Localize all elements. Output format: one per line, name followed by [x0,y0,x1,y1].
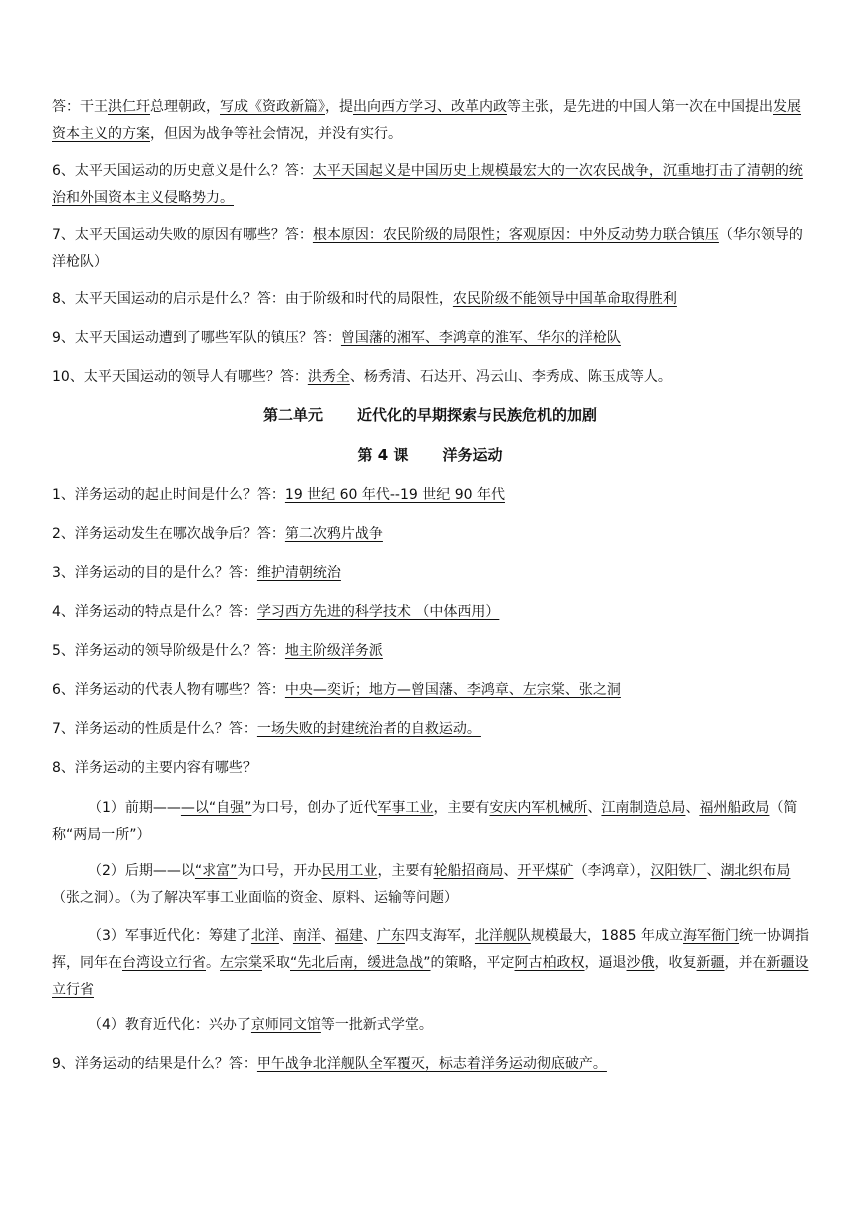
lesson-question-2: 2、洋务运动发生在哪次战争后？答：第二次鸦片战争 [52,526,383,542]
lesson-question-5: 5、洋务运动的领导阶级是什么？答：地主阶级洋务派 [52,643,383,659]
content-item-early-period: （1）前期———以“自强”为口号，创办了近代军事工业，主要有安庆内军机械所、江南制造总局、福州船政局（简称“两局一所”） [52,800,798,843]
question-10-leaders: 10、太平天国运动的领导人有哪些？答：洪秀全、杨秀清、石达开、冯云山、李秀成、陈玉成等人。 [52,369,672,385]
lesson-title: 第 4 课 洋务运动 [357,446,503,464]
content-item-military-modernization: （3）军事近代化：筹建了北洋、南洋、福建、广东四支海军，北洋舰队规模最大，1885 年成立海军衙门统一协调指挥，同年在台湾设立行省。左宗棠采取“先北后南，缓进急战”的策略，平定阿古柏政权，逼退沙俄，收复新疆，并在新疆设立行省 [52,928,810,998]
question-9-suppressing-armies: 9、太平天国运动遭到了哪些军队的镇压？答：曾国藩的湘军、李鸿章的淮军、华尔的洋枪队 [52,330,621,346]
lesson-question-1: 1、洋务运动的起止时间是什么？答：19 世纪 60 年代--19 世纪 90 年代 [52,487,505,503]
lesson-question-9: 9、洋务运动的结果是什么？答：甲午战争北洋舰队全军覆灭，标志着洋务运动彻底破产。 [52,1056,607,1072]
lesson-question-3: 3、洋务运动的目的是什么？答：维护清朝统治 [52,565,341,581]
content-item-late-period: （2）后期——以“求富”为口号，开办民用工业，主要有轮船招商局、开平煤矿（李鸿章），汉阳铁厂、湖北织布局（张之洞）。（为了解决军事工业面临的资金、原料、运输等问题） [52,863,791,906]
answer-paragraph-hong-rengan: 答：干王洪仁玕总理朝政，写成《资政新篇》，提出向西方学习、改革内政等主张，是先进的中国人第一次在中国提出发展资本主义的方案，但因为战争等社会情况，并没有实行。 [52,99,801,142]
question-7-reasons-for-failure: 7、太平天国运动失败的原因有哪些？答：根本原因：农民阶级的局限性；客观原因：中外反动势力联合镇压（华尔领导的洋枪队） [52,227,803,270]
lesson-question-7: 7、洋务运动的性质是什么？答：一场失败的封建统治者的自救运动。 [52,721,481,737]
lesson-question-6: 6、洋务运动的代表人物有哪些？答：中央—奕䜣；地方—曾国藩、李鸿章、左宗棠、张之洞 [52,682,621,698]
lesson-question-8: 8、洋务运动的主要内容有哪些？ [52,760,257,776]
unit-title: 第二单元 近代化的早期探索与民族危机的加剧 [262,406,598,424]
lesson-question-4: 4、洋务运动的特点是什么？答：学习西方先进的科学技术 （中体西用） [52,604,500,620]
question-8-lessons: 8、太平天国运动的启示是什么？答：由于阶级和时代的局限性，农民阶级不能领导中国革命取得胜利 [52,291,677,307]
question-6-historical-significance: 6、太平天国运动的历史意义是什么？答：太平天国起义是中国历史上规模最宏大的一次农民战争，沉重地打击了清朝的统治和外国资本主义侵略势力。 [52,163,803,206]
content-item-education-modernization: （4）教育近代化：兴办了京师同文馆等一批新式学堂。 [88,1017,433,1033]
